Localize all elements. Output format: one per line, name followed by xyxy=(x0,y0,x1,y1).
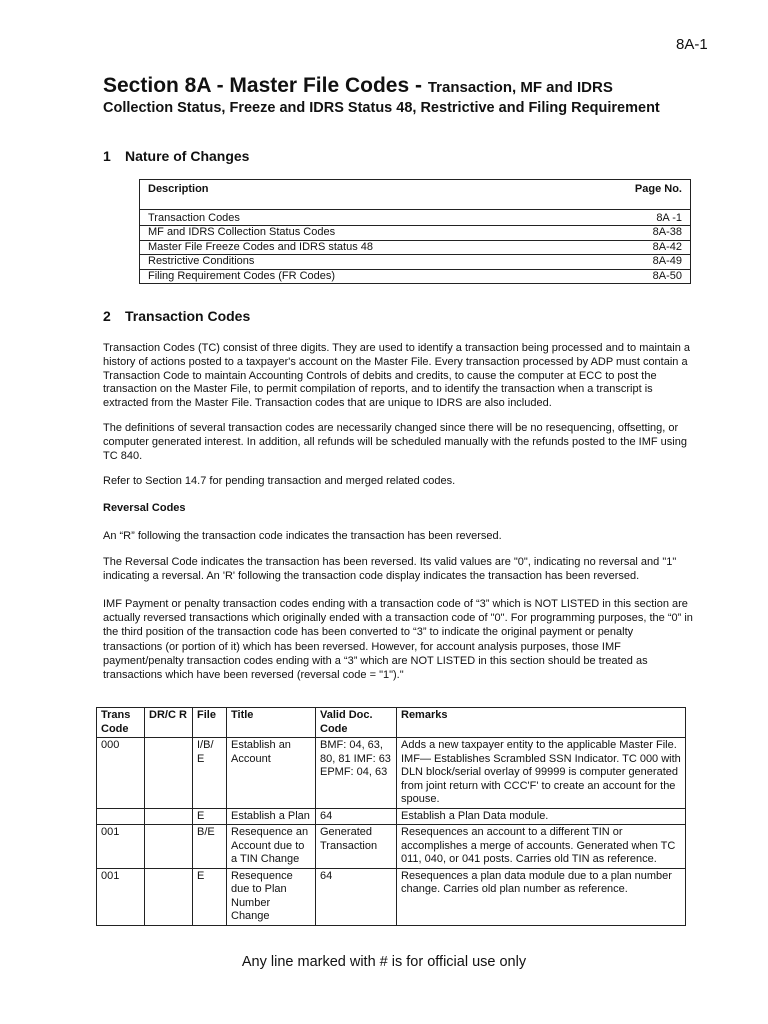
page-number: 8A-1 xyxy=(676,36,708,53)
tc-cell: Establish a Plan xyxy=(227,808,316,825)
paragraph-refer: Refer to Section 14.7 for pending transaction and merged related codes. xyxy=(103,475,456,487)
heading-text: Transaction Codes xyxy=(125,308,251,324)
tc-header-cell: File xyxy=(193,708,227,738)
footer-note: Any line marked with # is for official use only xyxy=(241,954,527,970)
tc-cell: Adds a new taxpayer entity to the applicable Master File. IMF— Establishes Scrambled SSN Indicator. TC 000 with DLN block/serial overlay of 99999 is computer generated from joint return with CCC'F' to create an account for the spouse. xyxy=(397,738,686,809)
tc-cell: B/E xyxy=(193,825,227,869)
tc-cell: 001 xyxy=(97,868,145,925)
tc-cell: Generated Transaction xyxy=(316,825,397,869)
tc-cell: I/B/ E xyxy=(193,738,227,809)
heading-nature-of-changes xyxy=(103,148,249,164)
section-title-small: Transaction, MF and IDRS xyxy=(427,79,613,96)
table-row xyxy=(97,825,686,869)
tc-cell xyxy=(145,808,193,825)
changes-row xyxy=(140,240,690,254)
changes-row xyxy=(140,225,690,239)
paragraph-reversal-code: The Reversal Code indicates the transaction has been reversed. Its valid values are "0", indicating no reversal and "1" indicating a reversal. An 'R' following the transaction code display indicates the transaction has been reversed. xyxy=(103,556,677,582)
section-subtitle: Collection Status, Freeze and IDRS Status 48, Restrictive and Filing Requirement xyxy=(103,100,660,116)
tc-header-cell: Title xyxy=(227,708,316,738)
tc-header-cell: Valid Doc. Code xyxy=(316,708,397,738)
paragraph-imf-payment: IMF Payment or penalty transaction codes ending with a transaction code of “3” which is NOT LISTED in this section are actually reversed transactions which originally ended with a transaction code of "0". For programming purposes, the “0” in the third position of the transaction code has been converted to “3” to indicate the original payment or penalty transactions (or portion of it) which has been reversed. However, for account analysis purposes, those IMF payment/penalty transaction codes ending with a “3” which are NOT LISTED in this section should be treated as transactions which have been reversed (reversal code = "1")." xyxy=(103,598,693,682)
tc-cell: Resequences an account to a different TIN or accomplishes a merge of accounts. Generated when TC 011, 040, or 041 posts. Carries old TIN as reference. xyxy=(397,825,686,869)
changes-description: Restrictive Conditions xyxy=(148,255,255,268)
section-title xyxy=(103,74,613,98)
changes-description: Master File Freeze Codes and IDRS status 48 xyxy=(148,240,373,253)
tc-header-cell: DR/C R xyxy=(145,708,193,738)
changes-table-body xyxy=(140,210,690,283)
section-title-dash: - xyxy=(409,74,428,97)
changes-table-header xyxy=(140,180,690,210)
changes-page: 8A-42 xyxy=(652,240,682,253)
tc-cell: Resequence due to Plan Number Change xyxy=(227,868,316,925)
transaction-codes-table xyxy=(96,707,686,926)
tc-cell xyxy=(145,738,193,809)
tc-cell: 64 xyxy=(316,868,397,925)
tc-cell: Resequence an Account due to a TIN Change xyxy=(227,825,316,869)
changes-row xyxy=(140,254,690,268)
changes-description: Filing Requirement Codes (FR Codes) xyxy=(148,269,336,282)
table-row xyxy=(97,738,686,809)
heading-number: 2 xyxy=(103,308,111,324)
header-page-no: Page No. xyxy=(634,183,682,195)
paragraph-r-following: An “R” following the transaction code indicates the transaction has been reversed. xyxy=(103,530,502,542)
changes-page: 8A-38 xyxy=(652,226,682,239)
changes-description: Transaction Codes xyxy=(148,212,240,224)
paragraph-tc-intro: Transaction Codes (TC) consist of three digits. They are used to identify a transaction being processed and to maintain a history of actions posted to a taxpayer's account on the Master File. Every transaction processed by ADP must contain a Transaction Code to maintain Accounting Controls of debits and credits, to cause the computer at ECC to post the transaction on the Master File, to permit compilation of reports, and to identify the transaction when a transcript is extracted from the Master File. Transaction codes that are unique to IDRS are also included. xyxy=(103,342,690,410)
changes-row xyxy=(140,210,690,225)
tc-cell: 001 xyxy=(97,825,145,869)
tc-cell: Resequences a plan data module due to a plan number change. Carries old plan number as reference. xyxy=(397,868,686,925)
tc-header-cell: Remarks xyxy=(397,708,686,738)
tc-cell: 000 xyxy=(97,738,145,809)
heading-transaction-codes xyxy=(103,308,250,324)
tc-table-body xyxy=(97,738,686,926)
table-row xyxy=(97,808,686,825)
tc-cell: E xyxy=(193,808,227,825)
nature-of-changes-table xyxy=(139,179,691,284)
tc-cell: Establish an Account xyxy=(227,738,316,809)
changes-page: 8A-50 xyxy=(652,269,682,282)
heading-text: Nature of Changes xyxy=(125,148,250,164)
changes-row xyxy=(140,269,690,283)
table-row xyxy=(97,868,686,925)
changes-page: 8A-49 xyxy=(652,255,682,268)
subheading-reversal-codes: Reversal Codes xyxy=(103,502,186,514)
section-title-main: Section 8A - Master File Codes xyxy=(103,74,410,97)
header-description: Description xyxy=(148,183,209,195)
paragraph-definitions: The definitions of several transaction codes are necessarily changed since there will be no resequencing, offsetting, or computer generated interest. In addition, all refunds will be scheduled manually with the refunds posted to the IMF using TC 840. xyxy=(103,422,687,462)
tc-cell: E xyxy=(193,868,227,925)
tc-cell xyxy=(145,868,193,925)
tc-cell: Establish a Plan Data module. xyxy=(397,808,686,825)
tc-cell xyxy=(145,825,193,869)
changes-page: 8A -1 xyxy=(656,212,682,224)
heading-number: 1 xyxy=(103,148,111,164)
tc-cell xyxy=(97,808,145,825)
tc-header-cell: Trans Code xyxy=(97,708,145,738)
tc-cell: 64 xyxy=(316,808,397,825)
tc-table-header-row xyxy=(97,708,686,738)
changes-description: MF and IDRS Collection Status Codes xyxy=(148,226,336,239)
tc-cell: BMF: 04, 63, 80, 81 IMF: 63 EPMF: 04, 63 xyxy=(316,738,397,809)
